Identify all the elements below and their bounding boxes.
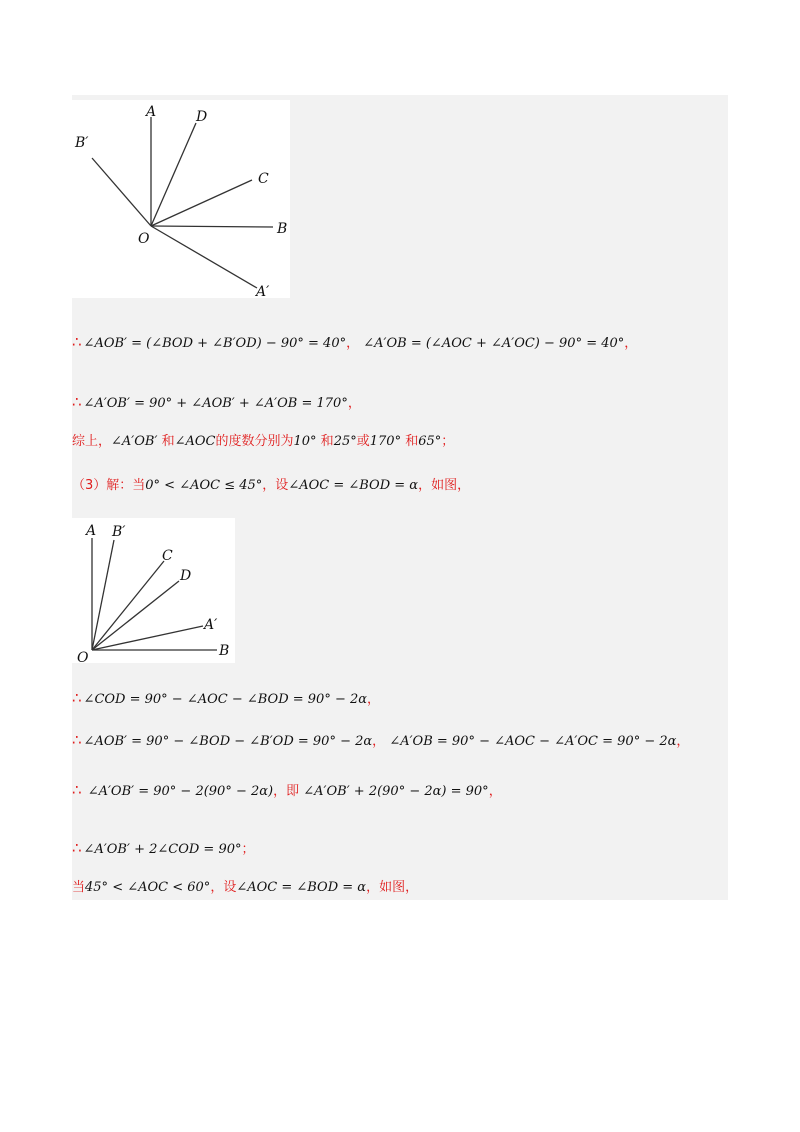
word-or: 或 — [356, 434, 370, 449]
part-3-end: ，如图， — [418, 478, 471, 493]
value: 65° — [418, 434, 442, 449]
punctuation: ， — [624, 336, 638, 351]
punctuation: ； — [241, 842, 255, 857]
ray-OB-prime — [92, 540, 114, 650]
label-O: O — [138, 231, 150, 247]
line-3 — [72, 688, 380, 710]
equation: ∠A′OB = 90° − ∠AOC − ∠A′OC = 90° − 2α — [389, 734, 677, 749]
label-C: C — [162, 548, 173, 564]
label-A: A — [146, 104, 157, 120]
angle: ∠A′OB′ — [111, 434, 158, 449]
ray-OD — [151, 123, 196, 226]
label-B: B — [277, 221, 288, 237]
punctuation: ， — [367, 692, 381, 707]
equation: ∠A′OB′ = 90° + ∠AOB′ + ∠A′OB = 170° — [83, 396, 348, 411]
label-A-prime: A′ — [256, 284, 270, 298]
ray-OD — [92, 581, 179, 650]
ray-OC — [151, 180, 252, 226]
summary-prefix: 综上， — [72, 434, 112, 449]
word-when: 当 — [72, 880, 86, 895]
line-6 — [72, 838, 255, 860]
figure-1-diagram — [72, 100, 290, 298]
label-B-prime: B′ — [112, 524, 126, 540]
equation: ∠AOC = ∠BOD = α — [288, 478, 419, 493]
part-3-prefix: （3）解：当 — [72, 478, 146, 493]
line-4 — [72, 730, 689, 752]
ray-OB-prime — [92, 158, 151, 226]
label-D: D — [180, 568, 192, 584]
punctuation: ， — [676, 734, 690, 749]
last-line-end: ，如图， — [366, 880, 419, 895]
value: 25° — [333, 434, 357, 449]
equation: ∠A′OB′ = 90° − 2(90° − 2α) — [87, 784, 274, 799]
punctuation: ， — [372, 734, 386, 749]
therefore-symbol: ∴ — [72, 839, 82, 857]
ray-OA-prime — [151, 226, 257, 288]
punctuation: ， — [488, 784, 502, 799]
therefore-symbol: ∴ — [72, 333, 82, 351]
line-1 — [72, 332, 637, 354]
value: 10° — [293, 434, 317, 449]
figure-2-diagram — [72, 518, 235, 663]
value: 170° — [369, 434, 402, 449]
word-set: ，设 — [262, 478, 289, 493]
summary-mid: 的度数分别为 — [215, 434, 294, 449]
equation: ∠A′OB = (∠AOC + ∠A′OC) − 90° = 40° — [363, 336, 625, 351]
label-A-prime: A′ — [204, 617, 218, 633]
equation: ∠A′OB′ + 2(90° − 2α) = 90° — [303, 784, 489, 799]
label-A: A — [86, 523, 97, 539]
figure-1 — [72, 100, 290, 298]
equation: ∠AOB′ = 90° − ∠BOD − ∠B′OD = 90° − 2α — [83, 734, 373, 749]
angle: ∠AOC — [174, 434, 216, 449]
word-namely: ，即 — [273, 784, 300, 799]
condition: 0° < ∠AOC ≤ 45° — [145, 478, 263, 493]
line-5 — [72, 780, 502, 802]
word-and: 和 — [320, 434, 334, 449]
ray-OB — [151, 226, 273, 227]
equation: ∠AOC = ∠BOD = α — [236, 880, 367, 895]
therefore-symbol: ∴ — [72, 393, 82, 411]
label-O: O — [77, 650, 89, 663]
figure-2 — [72, 518, 235, 663]
line-2 — [72, 392, 361, 414]
condition: 45° < ∠AOC < 60° — [85, 880, 211, 895]
equation: ∠A′OB′ + 2∠COD = 90° — [83, 842, 242, 857]
equation: ∠AOB′ = (∠BOD + ∠B′OD) − 90° = 40° — [83, 336, 347, 351]
word-and: 和 — [405, 434, 419, 449]
summary-line — [72, 432, 454, 452]
equation: ∠COD = 90° − ∠AOC − ∠BOD = 90° − 2α — [83, 692, 368, 707]
therefore-symbol: ∴ — [72, 731, 82, 749]
label-D: D — [196, 109, 208, 125]
part-3-line — [72, 476, 470, 496]
word-and: 和 — [161, 434, 175, 449]
label-C: C — [258, 171, 269, 187]
punctuation: ， — [347, 396, 361, 411]
word-set: ，设 — [210, 880, 237, 895]
label-B: B — [219, 643, 230, 659]
last-line — [72, 878, 418, 898]
therefore-symbol: ∴ — [72, 781, 82, 799]
punctuation: ， — [346, 336, 360, 351]
label-B-prime: B′ — [75, 135, 89, 151]
therefore-symbol: ∴ — [72, 689, 82, 707]
punctuation: ； — [441, 434, 455, 449]
